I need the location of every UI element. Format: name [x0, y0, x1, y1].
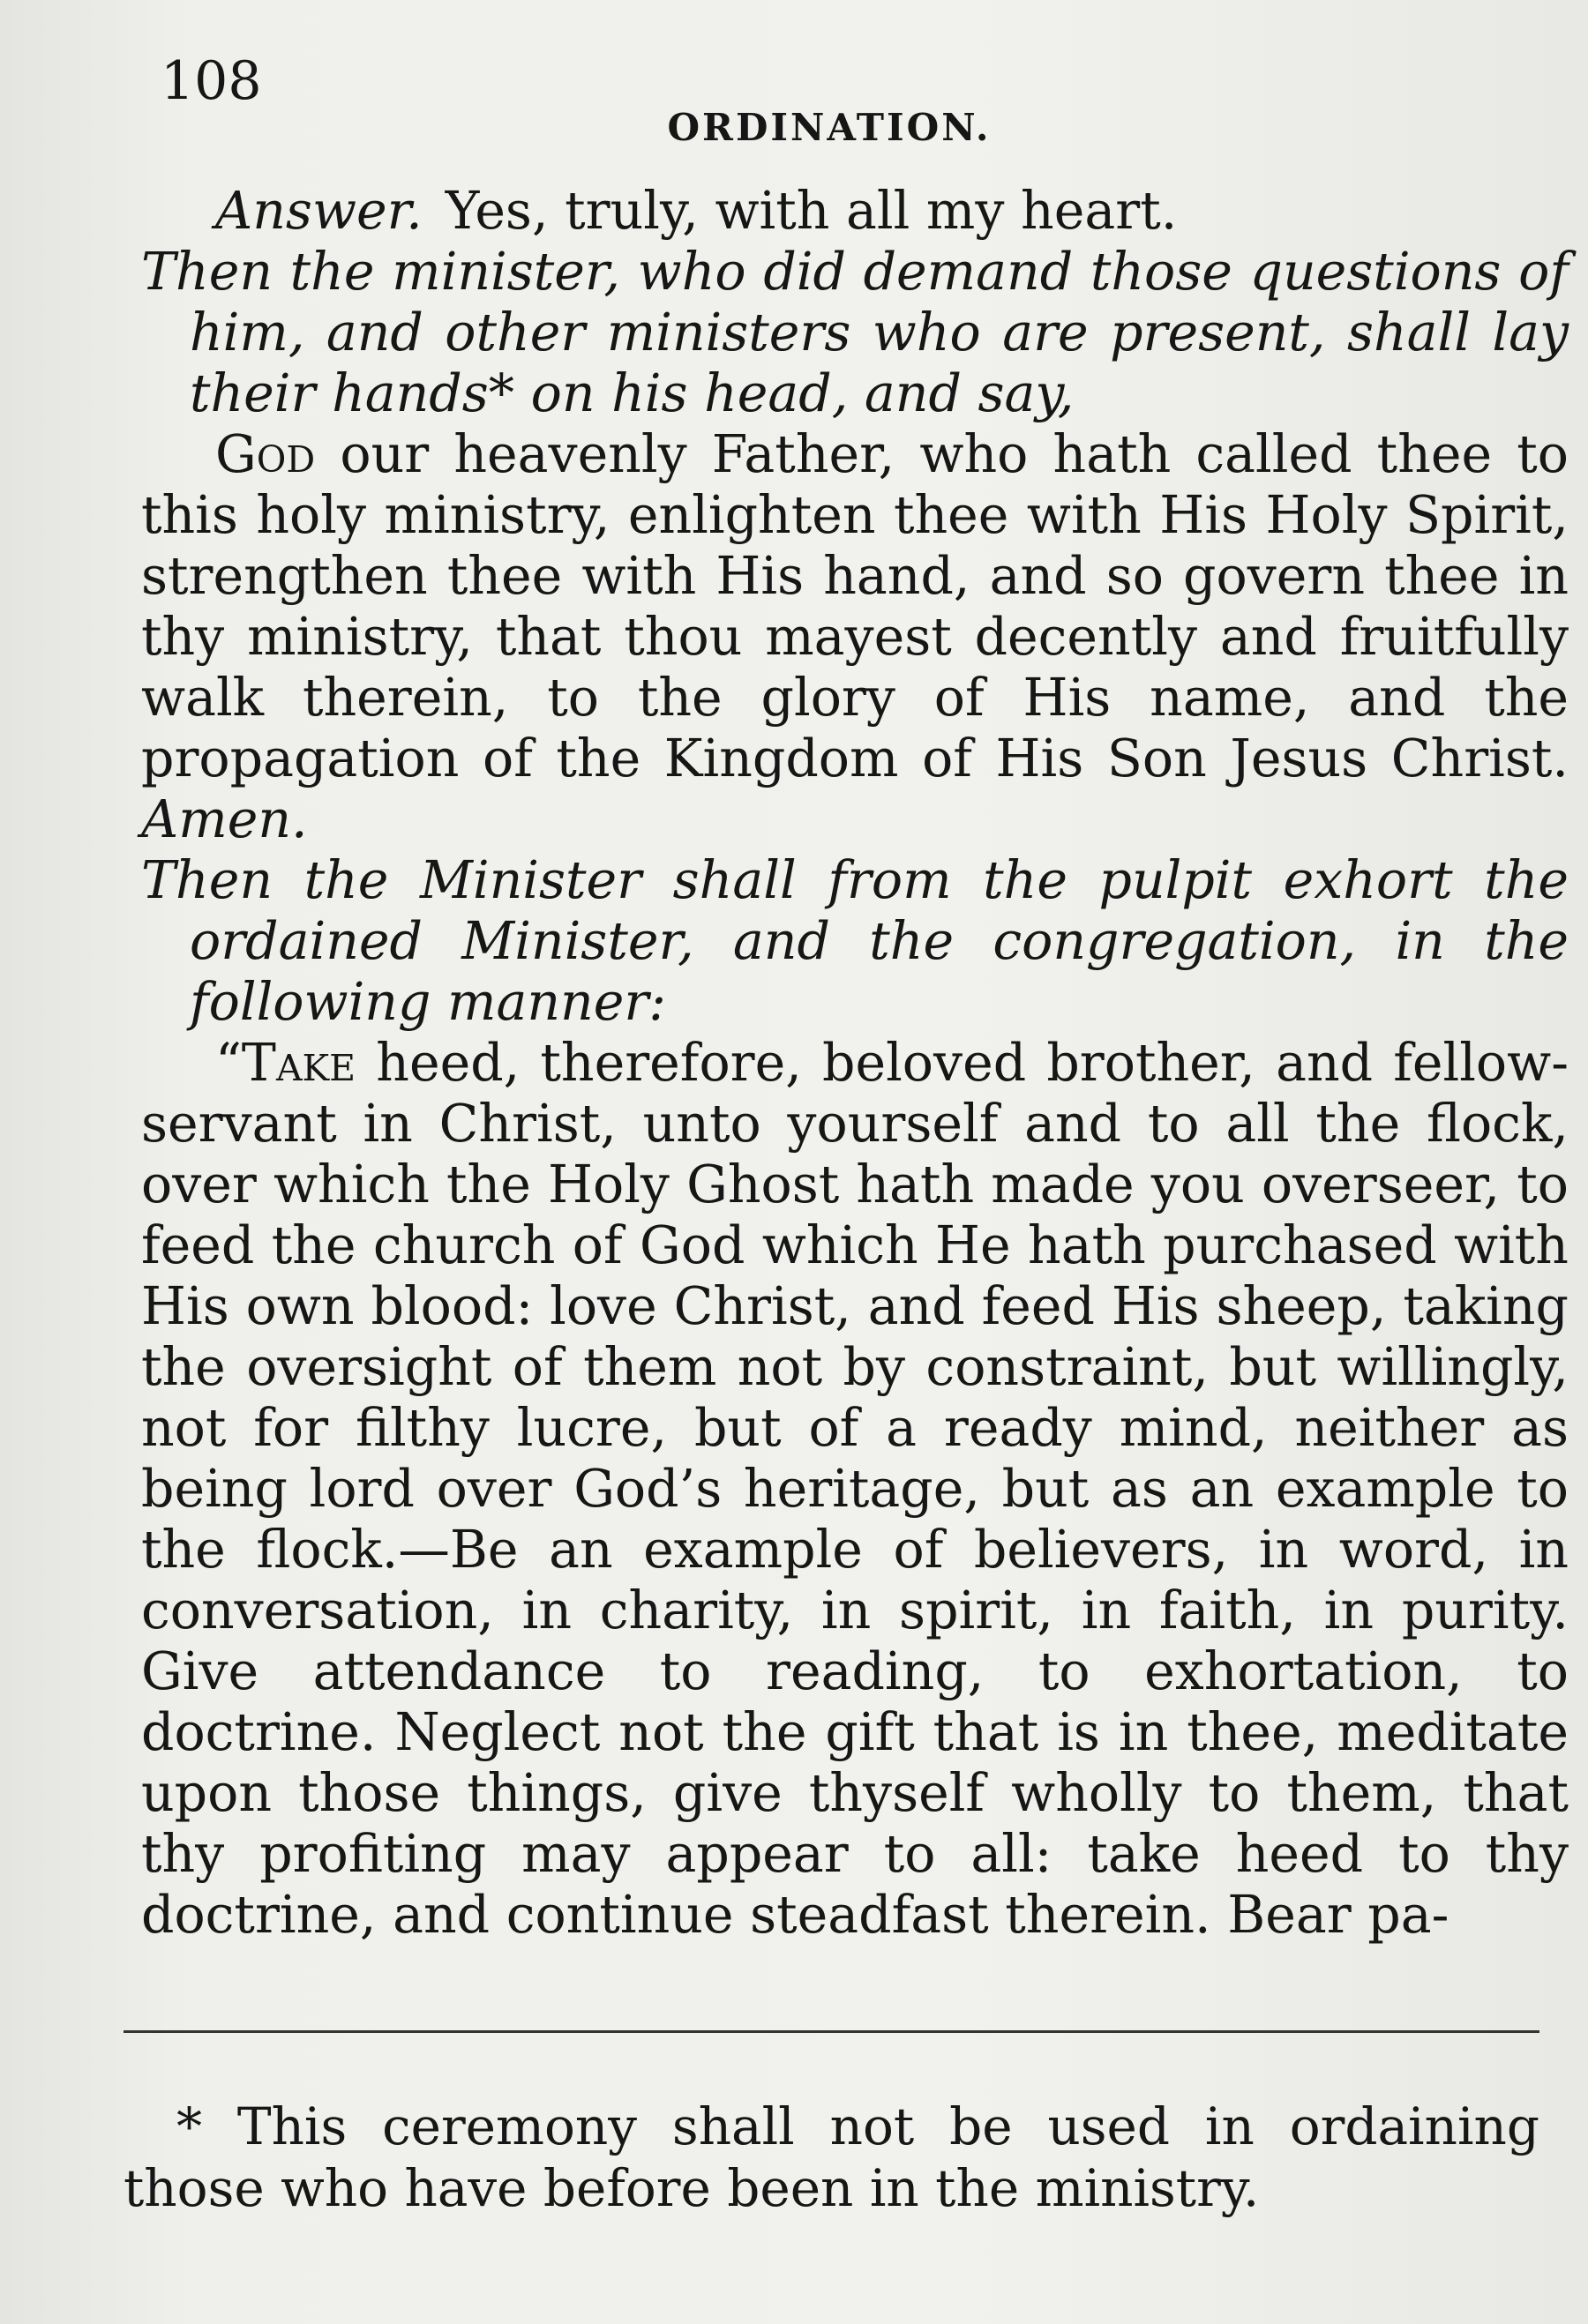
- prayer-text: our heavenly Father, who hath called thee to this holy ministry, enlighten thee with His Holy Spirit, strengthen thee with His hand, and so govern thee in thy ministry, that thou mayest decently and fruitfully walk therein, to the glory of His name, and the propagation of the Kingdom of His Son Jesus Christ.: [141, 424, 1569, 788]
- footnote: * This ceremony shall not be used in ordaining those who have before been in the ministry.: [124, 2096, 1539, 2218]
- prayer-lead: God: [215, 424, 316, 484]
- body-text: [141, 181, 1569, 1946]
- exhortation-open-quote: “: [215, 1033, 242, 1093]
- exhortation-text: heed, therefore, beloved brother, and fellow-servant in Christ, unto yourself and to all the flock, over which the Holy Ghost hath made you overseer, to feed the church of God which He hath purchased with His own blood: love Christ, and feed His sheep, taking the oversight of them not by constraint, but willingly, not for filthy lucre, but of a ready mind, neither as being lord over God’s heritage, but as an example to the flock.—Be an example of believers, in word, in conversation, in charity, in spirit, in faith, in purity. Give attendance to reading, to exhortation, to doctrine. Neglect not the gift that is in thee, meditate upon those things, give thyself wholly to them, that thy profiting may appear to all: take heed to thy doctrine, and continue steadfast therein. Bear pa-: [141, 1033, 1569, 1945]
- footnote-rule: [124, 2030, 1539, 2033]
- page-number: 108: [161, 50, 262, 112]
- answer-text: Yes, truly, with all my heart.: [445, 181, 1178, 241]
- prayer-amen: Amen.: [141, 789, 308, 849]
- answer-line: [141, 181, 1569, 242]
- exhortation-lead: Take: [241, 1033, 356, 1093]
- rubric-laying-on-of-hands: Then the minister, who did demand those questions of him, and other ministers who are present, shall lay their hands* on his head, and say,: [141, 242, 1569, 423]
- exhortation-paragraph: [141, 1033, 1569, 1946]
- answer-label: Answer.: [215, 181, 423, 241]
- rubric-exhortation: Then the Minister shall from the pulpit exhort the ordained Minister, and the congregation, in the following manner:: [141, 850, 1569, 1032]
- prayer-paragraph: [141, 424, 1569, 850]
- running-head: ORDINATION.: [667, 106, 992, 149]
